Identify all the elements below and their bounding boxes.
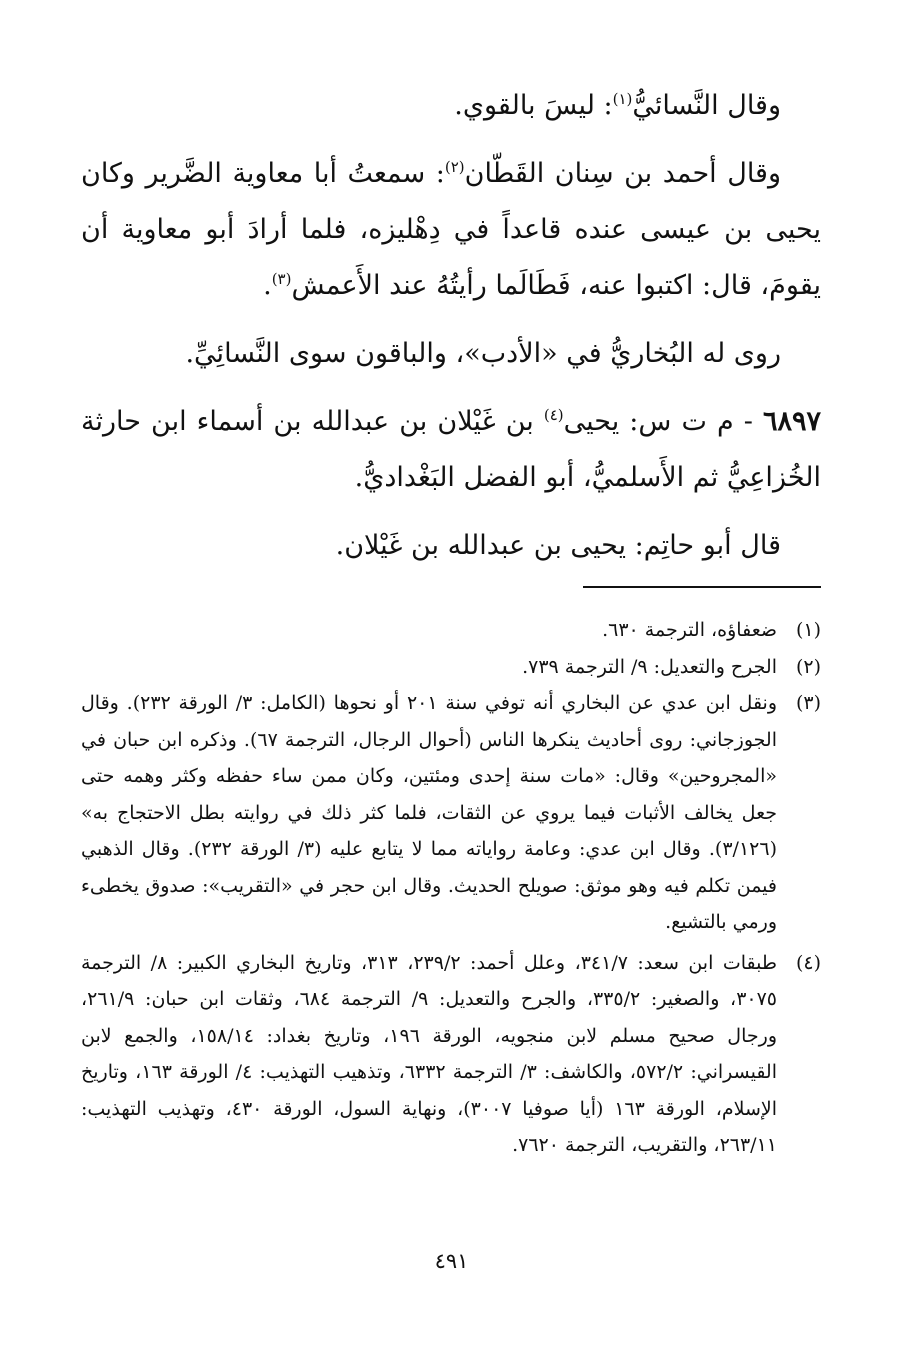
footnote-number: (٣) — [795, 692, 821, 714]
paragraph-nasai — [81, 78, 821, 134]
text-run: : سمعتُ أبا معاوية الضَّرير وكان يحيى بن عيسى عنده قاعداً في دِهْليزه، فلما أرادَ أبو معاوية أن يقومَ، قال: اكتبوا عنه، فَطَالَما رأيتُهُ عند الأَعمش — [81, 158, 821, 301]
footnote-ref[interactable]: (٢) — [444, 158, 465, 176]
footnote-ref[interactable]: (٤) — [543, 406, 564, 424]
entry-6897 — [81, 394, 821, 506]
footnote-text: ونقل ابن عدي عن البخاري أنه توفي سنة ٢٠١ أو نحوها (الكامل: ٣/ الورقة ٢٣٢). وقال الجوزجاني: روى أحاديث ينكرها الناس (أحوال الرجال، الترجمة ٦٧). وذكره ابن حبان في «المجروحين» وقال: «مات سنة إحدى ومئتين، وكان ممن ساء حفظه وكثر وهمه حتى جعل يخالف الأثبات فيما يروي عن الثقات، فلما كثر ذلك في روايته بطل الاحتجاج به» (٣/١٢٦). وقال ابن عدي: وعامة رواياته مما لا يتابع عليه (٣/ الورقة ٢٣٢). وقال الذهبي فيمن تكلم فيه وهو موثق: صويلح الحديث. وقال ابن حجر في «التقريب»: صدوق يخطىء ورمي بالتشيع. — [81, 692, 778, 933]
footnote-1 — [81, 612, 821, 649]
footnotes — [81, 612, 821, 1164]
footnote-text: الجرح والتعديل: ٩/ الترجمة ٧٣٩. — [522, 655, 777, 678]
text-run: . — [263, 270, 272, 301]
footnote-text: ضعفاؤه، الترجمة ٦٣٠. — [602, 619, 777, 641]
footnote-number: (٢) — [795, 655, 821, 678]
page-number: ٤٩١ — [434, 1249, 469, 1273]
footnote-number: (١) — [795, 619, 821, 641]
footnote-3 — [81, 685, 821, 941]
footnote-4 — [81, 945, 821, 1164]
footnote-text: طبقات ابن سعد: ٣٤١/٧، وعلل أحمد: ٢٣٩/٢، ٣١٣، وتاريخ البخاري الكبير: ٨/ الترجمة ٣٠٧٥، والصغير: ٣٣٥/٢، والجرح والتعديل: ٩/ الترجمة ٦٨٤، وثقات ابن حبان: ٢٦١/٩، ورجال صحيح مسلم لابن منجويه، الورقة ١٩٦، وتاريخ بغداد: ١٥٨/١٤، والجمع لابن القيسراني: ٥٧٢/٢، والكاشف: ٣/ الترجمة ٦٣٣٢، وتذهيب التهذيب: ٤/ الورقة ١٦٣، وتاريخ الإسلام، الورقة ١٦٣ (أيا صوفيا ٣٠٠٧)، ونهاية السول، الورقة ٤٣٠، وتهذيب التهذيب: ٢٦٣/١١، والتقريب، الترجمة ٧٦٢٠. — [81, 951, 778, 1156]
entry-number: ٦٨٩٧ — [762, 406, 821, 437]
text-run: - م ت س: يحيى — [563, 406, 763, 437]
text-run: وقال النَّسائيُّ — [632, 90, 781, 121]
footnote-ref[interactable]: (٣) — [271, 270, 292, 288]
paragraph-abu-hatim: قال أبو حاتِم: يحيى بن عبدالله بن غَيْلان. — [335, 530, 781, 561]
main-text — [81, 78, 821, 574]
footnote-separator — [583, 586, 821, 588]
text-run: : ليسَ بالقوي. — [454, 90, 613, 121]
paragraph-rawa: روى له البُخاريُّ في «الأدب»، والباقون سوى النَّسائِيِّ. — [185, 338, 781, 369]
footnote-ref[interactable]: (١) — [612, 90, 633, 108]
text-run: بن غَيْلان بن عبدالله بن أسماء ابن حارثة الخُزاعِيُّ ثم الأَسلميُّ، أبو الفضل البَغْداديُّ. — [81, 406, 821, 493]
paragraph-qattan — [81, 146, 821, 314]
text-run: وقال أحمد بن سِنان القَطّان — [464, 158, 781, 189]
footnote-number: (٤) — [795, 951, 821, 974]
footnote-2 — [81, 649, 821, 686]
